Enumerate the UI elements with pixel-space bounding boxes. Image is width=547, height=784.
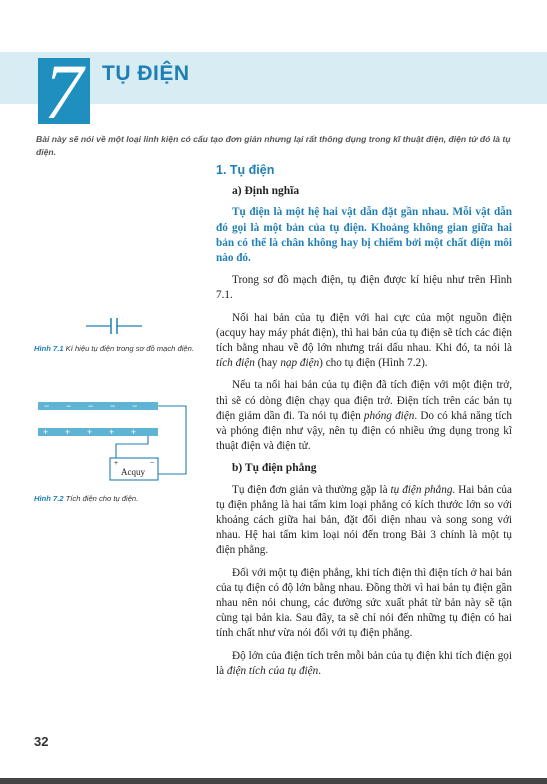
figure-7-2-charging-circuit [34, 388, 214, 488]
plate-sign: − [132, 401, 138, 411]
wire-bottom [116, 436, 148, 458]
section-title: 1. Tụ điện [216, 163, 275, 177]
plate-sign: − [110, 401, 116, 411]
plate-sign: + [43, 427, 49, 437]
figure-7-2-caption: Hình 7.2 Tích điện cho tụ điện. [34, 494, 139, 503]
battery-minus: − [150, 460, 155, 467]
plate-sign: − [88, 401, 94, 411]
paragraph: Nối hai bản của tụ điện với hai cực của một nguồn điện (acquy hay máy phát điện), thì hai bản của tụ điện sẽ tích các điện tích bằng nhau về độ lớn nhưng trái dấu nhau. Khi đó, ta nói là tích điện (hay nạp điện) cho tụ điện (Hình 7.2). [216, 311, 512, 370]
wire-top [158, 406, 186, 474]
definition-text: Tụ điện là một hệ hai vật dẫn đặt gần nhau. Mỗi vật dẫn đó gọi là một bản của tụ điện. Khoảng không gian giữa hai bản có thể là chân không hay bị chiếm bởi một chất điện môi nào đó. [216, 206, 512, 265]
chapter-number-box [38, 58, 90, 124]
battery-label: Acquy [121, 467, 145, 477]
chapter-title: TỤ ĐIỆN [102, 62, 190, 85]
paragraph: Trong sơ đồ mạch điện, tụ điện được kí hiệu như trên Hình 7.1. [216, 274, 512, 302]
battery-plus: + [114, 460, 119, 467]
paragraph: Tụ điện đơn giản và thường gặp là tụ điện phẳng. Hai bản của tụ điện phẳng là hai tấm kim loại phẳng có kích thước lớn so với khoảng cách giữa hai bản, đặt đối diện nhau và song song với nhau. Hệ hai tấm kim loại nói đến trong Bài 3 chính là một tụ điện phẳng. [216, 483, 512, 557]
figure-7-1-caption: Hình 7.1 Kí hiệu tụ điện trong sơ đồ mạch điện. [34, 344, 194, 353]
paragraph: Độ lớn của điện tích trên mỗi bản của tụ điện khi tích điện gọi là điện tích của tụ điện. [216, 649, 512, 677]
plate-sign: − [44, 401, 50, 411]
plate-sign: + [65, 427, 71, 437]
subsection-b-title: b) Tụ điện phẳng [232, 462, 317, 475]
top-plate [38, 402, 158, 410]
plate-sign: + [131, 427, 137, 437]
intro-text: Bài này sẽ nói về một loại linh kiện có cấu tạo đơn giản nhưng lại rất thông dụng trong kĩ thuật điện, điện tử đó là tụ điện. [36, 134, 511, 157]
paragraph: Nếu ta nối hai bản của tụ điện đã tích điện với một điện trở, thì sẽ có dòng điện chạy qua điện trở. Điện tích trên các bản tụ điện giảm dần đi. Ta nói tụ điện phóng điện. Do có khả năng tích và phóng điện như vậy, nên tụ điện có nhiều ứng dụng trong kĩ thuật điện và điện tử. [216, 379, 513, 453]
paragraph: Đối với một tụ điện phẳng, khi tích điện thì điện tích ở hai bản của tụ điện có độ lớn bằng nhau. Đồng thời vì hai bản tụ điện gần nhau nên nói chung, các đường sức xuất phát từ bản này sẽ tận cùng tại bản kia. Sau đây, ta sẽ chỉ nói đến những tụ điện có hai tính chất như vừa nói đối với tụ điện phẳng. [216, 566, 512, 640]
figure-7-1-capacitor-symbol [86, 316, 146, 336]
plate-sign: + [87, 427, 93, 437]
subsection-a-title: a) Định nghĩa [232, 185, 300, 198]
bottom-rule [0, 778, 547, 784]
bottom-plate [38, 428, 158, 436]
page-number: 32 [34, 734, 49, 749]
plate-sign: − [66, 401, 72, 411]
main-text-column [216, 163, 512, 686]
plate-sign: + [109, 427, 115, 437]
chapter-number: 7 [44, 58, 83, 124]
